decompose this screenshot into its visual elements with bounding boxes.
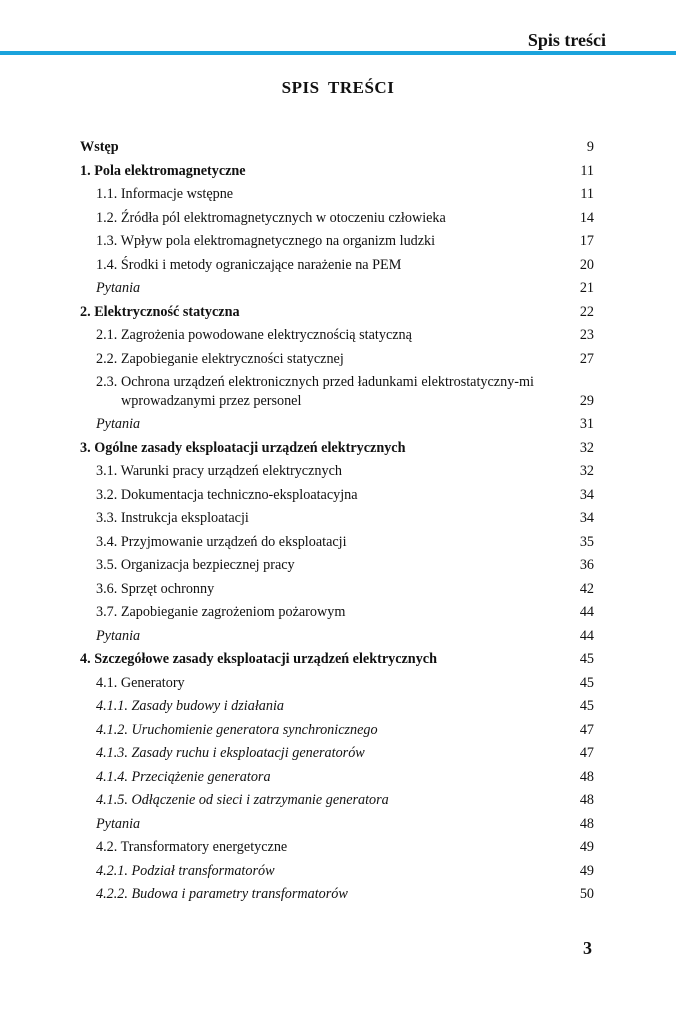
toc-entry-page: 9 bbox=[586, 139, 594, 155]
toc-entry bbox=[80, 136, 594, 160]
toc-entry bbox=[80, 578, 594, 602]
toc-entry-title: 3.6. Sprzęt ochronny bbox=[96, 580, 215, 597]
toc-entry-title: 4.1.3. Zasady ruchu i eksploatacji generatorów bbox=[96, 745, 365, 761]
toc-entry-title: Pytania bbox=[96, 416, 141, 432]
toc-entry bbox=[80, 554, 594, 578]
toc-entry-title: 1.3. Wpływ pola elektromagnetycznego na organizm ludzki bbox=[96, 233, 436, 249]
toc-entry-title: 2.2. Zapobieganie elektryczności statycznej bbox=[96, 350, 344, 367]
toc-entry bbox=[80, 789, 594, 813]
toc-entry bbox=[80, 742, 594, 766]
toc-entry bbox=[80, 672, 594, 696]
toc-entry-page: 21 bbox=[579, 280, 594, 296]
toc-entry bbox=[80, 230, 594, 254]
toc-entry bbox=[80, 183, 594, 207]
toc-entry bbox=[80, 883, 594, 907]
toc-entry-page: 44 bbox=[579, 627, 594, 644]
toc-entry-page: 11 bbox=[580, 162, 594, 179]
toc-entry-page: 22 bbox=[579, 303, 594, 320]
toc-entry bbox=[80, 860, 594, 884]
toc-entry-page: 27 bbox=[579, 350, 594, 367]
toc-entry-title: 4.2. Transformatory energetyczne bbox=[96, 839, 288, 855]
toc-entry-title: 3.7. Zapobieganie zagrożeniom pożarowym bbox=[96, 604, 346, 620]
toc-entry-title: 4.2.2. Budowa i parametry transformatorów bbox=[96, 886, 348, 902]
toc-entry-title: 3. Ogólne zasady eksploatacji urządzeń elektrycznych bbox=[80, 439, 406, 456]
toc-entry-title: 2.1. Zagrożenia powodowane elektrycznością statyczną bbox=[96, 327, 412, 343]
toc-entry-title: Pytania bbox=[96, 815, 141, 832]
toc-entry-page: 36 bbox=[579, 557, 594, 573]
page-title: SPIS TREŚCI bbox=[281, 78, 395, 97]
running-head: Spis treści bbox=[527, 30, 606, 50]
toc-entry-title: 3.4. Przyjmowanie urządzeń do eksploatacji bbox=[96, 533, 347, 550]
toc-entry-page: 35 bbox=[579, 533, 594, 550]
toc-entry bbox=[80, 207, 594, 231]
toc-entry-page: 47 bbox=[579, 745, 594, 761]
toc-entry-page: 45 bbox=[579, 698, 594, 714]
toc-entry-title: 3.3. Instrukcja eksploatacji bbox=[96, 510, 249, 526]
toc-entry bbox=[80, 160, 594, 184]
toc-entry bbox=[80, 324, 594, 348]
toc-entry-title: 1.1. Informacje wstępne bbox=[96, 186, 234, 202]
toc-entry bbox=[80, 507, 594, 531]
toc-entry bbox=[80, 254, 594, 278]
toc-entry bbox=[80, 648, 594, 672]
toc-entry-title: 1.4. Środki i metody ograniczające narażenie na PEM bbox=[96, 256, 402, 273]
toc-entry bbox=[80, 766, 594, 790]
toc-entry bbox=[80, 371, 594, 413]
toc-entry-title: 1.2. Źródła pól elektromagnetycznych w otoczeniu człowieka bbox=[96, 209, 446, 226]
toc-entry-page: 11 bbox=[580, 186, 594, 202]
toc-entry-page: 14 bbox=[579, 209, 594, 226]
toc-entry bbox=[80, 348, 594, 372]
toc-entry-page: 44 bbox=[579, 604, 594, 620]
toc-entry bbox=[80, 836, 594, 860]
toc-entry-page: 31 bbox=[579, 416, 594, 432]
toc-entry-page: 48 bbox=[579, 792, 594, 808]
toc-entry-title: 3.1. Warunki pracy urządzeń elektrycznych bbox=[96, 463, 342, 479]
toc-entry-page: 17 bbox=[579, 233, 594, 249]
toc-entry-page: 49 bbox=[579, 862, 594, 879]
toc-entry-page: 32 bbox=[579, 463, 594, 479]
toc-entry bbox=[80, 437, 594, 461]
toc-entry-title: Pytania bbox=[96, 280, 141, 296]
toc-entry bbox=[80, 531, 594, 555]
toc-entry-page: 50 bbox=[579, 886, 594, 902]
toc-entry-title: 4. Szczegółowe zasady eksploatacji urządzeń elektrycznych bbox=[80, 651, 437, 667]
toc-entry-title: 2. Elektryczność statyczna bbox=[80, 303, 240, 320]
toc-entry-title: 2.3. Ochrona urządzeń elektronicznych przed ładunkami elektrostatyczny-mi wprowadzanymi przez personel bbox=[96, 374, 534, 409]
toc-entry-page: 32 bbox=[579, 439, 594, 456]
toc-entry-title: 3.2. Dokumentacja techniczno-eksploatacyjna bbox=[96, 486, 358, 503]
toc-entry-title: Wstęp bbox=[80, 139, 119, 155]
toc-entry-page: 29 bbox=[579, 393, 594, 409]
toc-entry-title: 4.2.1. Podział transformatorów bbox=[96, 862, 275, 879]
toc-entry bbox=[80, 601, 594, 625]
toc-entry-page: 20 bbox=[579, 256, 594, 273]
toc-entry-page: 42 bbox=[579, 580, 594, 597]
toc-entry-page: 49 bbox=[579, 839, 594, 855]
toc-entry bbox=[80, 413, 594, 437]
toc-entry-title: Pytania bbox=[96, 627, 141, 644]
toc-entry-page: 48 bbox=[579, 815, 594, 832]
toc-entry-page: 34 bbox=[579, 510, 594, 526]
toc-entry bbox=[80, 813, 594, 837]
toc-entry-title: 4.1.2. Uruchomienie generatora synchronicznego bbox=[96, 721, 378, 738]
header-rule bbox=[0, 51, 676, 55]
toc-entry-page: 45 bbox=[579, 674, 594, 691]
toc-entry bbox=[80, 695, 594, 719]
toc-entry bbox=[80, 277, 594, 301]
toc-entry-title: 4.1.4. Przeciążenie generatora bbox=[96, 768, 271, 785]
toc-entry bbox=[80, 460, 594, 484]
toc-entry-page: 47 bbox=[579, 721, 594, 738]
toc-entry-page: 45 bbox=[579, 651, 594, 667]
toc-entry-page: 34 bbox=[579, 486, 594, 503]
toc-entry bbox=[80, 484, 594, 508]
toc-entry-title: 4.1. Generatory bbox=[96, 674, 185, 691]
toc-entry bbox=[80, 625, 594, 649]
table-of-contents bbox=[80, 136, 594, 907]
toc-entry-title: 1. Pola elektromagnetyczne bbox=[80, 162, 246, 179]
toc-entry bbox=[80, 301, 594, 325]
toc-entry-title: 4.1.5. Odłączenie od sieci i zatrzymanie generatora bbox=[96, 792, 389, 808]
toc-entry bbox=[80, 719, 594, 743]
toc-entry-title: 3.5. Organizacja bezpiecznej pracy bbox=[96, 557, 295, 573]
toc-entry-title: 4.1.1. Zasady budowy i działania bbox=[96, 698, 284, 714]
toc-entry-page: 23 bbox=[579, 327, 594, 343]
toc-entry-page: 48 bbox=[579, 768, 594, 785]
page-number: 3 bbox=[583, 938, 592, 958]
